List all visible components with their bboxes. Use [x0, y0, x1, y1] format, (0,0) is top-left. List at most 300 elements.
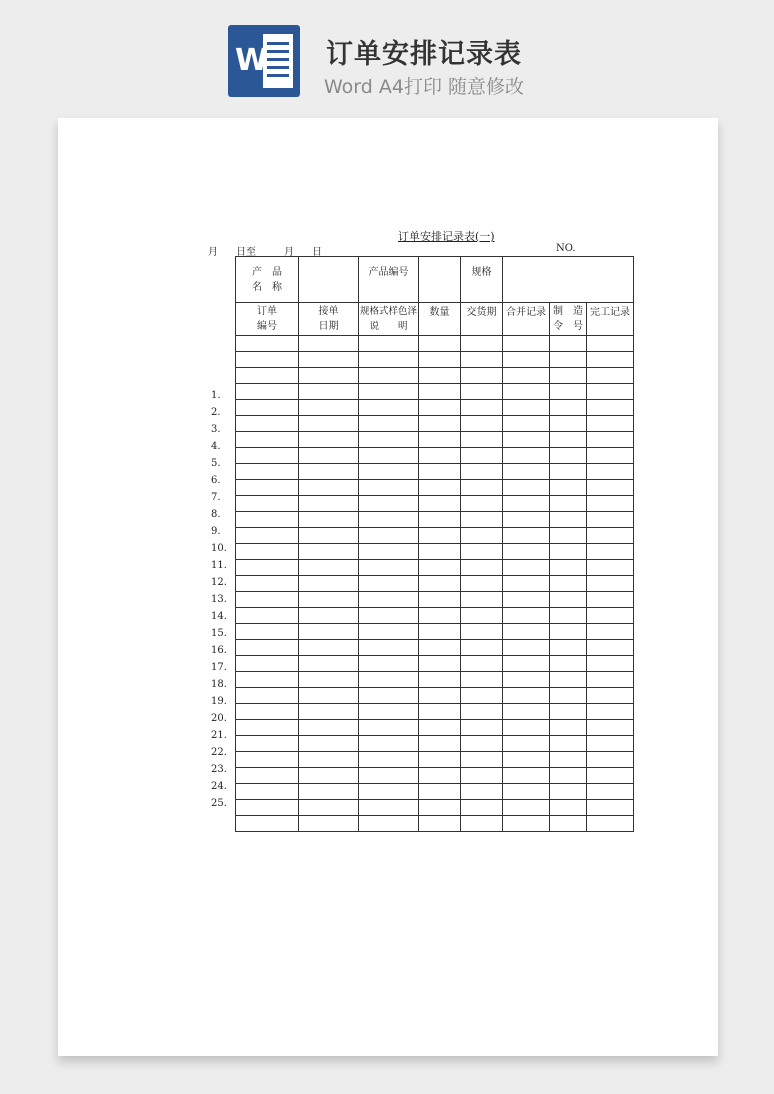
- table-cell[interactable]: [503, 720, 550, 736]
- table-cell[interactable]: [503, 656, 550, 672]
- table-cell[interactable]: [550, 672, 587, 688]
- table-cell[interactable]: [503, 528, 550, 544]
- table-cell[interactable]: [419, 624, 461, 640]
- row-number: 10.: [211, 543, 227, 554]
- header-order-no: 订单 编号: [236, 303, 299, 336]
- table-cell[interactable]: [461, 672, 503, 688]
- table-cell[interactable]: [299, 528, 359, 544]
- table-cell[interactable]: [419, 336, 461, 352]
- table-cell[interactable]: [299, 432, 359, 448]
- table-cell[interactable]: [419, 512, 461, 528]
- table-cell[interactable]: [461, 640, 503, 656]
- table-cell[interactable]: [503, 688, 550, 704]
- row-number: 3.: [211, 424, 221, 435]
- table-cell[interactable]: [419, 400, 461, 416]
- table-cell[interactable]: [236, 688, 299, 704]
- table-cell[interactable]: [359, 640, 419, 656]
- table-row: [236, 800, 634, 816]
- table-cell[interactable]: [503, 432, 550, 448]
- template-subtitle: Word A4打印 随意修改: [324, 76, 525, 98]
- table-cell[interactable]: [587, 592, 634, 608]
- table-cell[interactable]: [236, 576, 299, 592]
- table-cell[interactable]: [550, 544, 587, 560]
- cell-spec-value[interactable]: [503, 257, 634, 303]
- table-cell[interactable]: [587, 448, 634, 464]
- table-cell[interactable]: [419, 528, 461, 544]
- table-cell[interactable]: [419, 608, 461, 624]
- header-receive-date: 接单 日期: [299, 303, 359, 336]
- table-cell[interactable]: [550, 720, 587, 736]
- table-cell[interactable]: [299, 464, 359, 480]
- table-cell[interactable]: [587, 752, 634, 768]
- table-cell[interactable]: [359, 800, 419, 816]
- table-cell[interactable]: [550, 688, 587, 704]
- table-cell[interactable]: [587, 624, 634, 640]
- table-cell[interactable]: [359, 528, 419, 544]
- table-cell[interactable]: [587, 736, 634, 752]
- table-cell[interactable]: [550, 416, 587, 432]
- table-cell[interactable]: [299, 736, 359, 752]
- table-cell[interactable]: [550, 800, 587, 816]
- table-cell[interactable]: [461, 784, 503, 800]
- table-cell[interactable]: [587, 576, 634, 592]
- table-cell[interactable]: [299, 448, 359, 464]
- table-cell[interactable]: [503, 736, 550, 752]
- row-number: 17.: [211, 662, 227, 673]
- table-cell[interactable]: [587, 512, 634, 528]
- table-cell[interactable]: [419, 432, 461, 448]
- table-cell[interactable]: [550, 400, 587, 416]
- table-cell[interactable]: [503, 496, 550, 512]
- table-cell[interactable]: [550, 736, 587, 752]
- table-cell[interactable]: [461, 720, 503, 736]
- table-cell[interactable]: [299, 576, 359, 592]
- table-cell[interactable]: [299, 480, 359, 496]
- table-cell[interactable]: [236, 416, 299, 432]
- table-cell[interactable]: [461, 656, 503, 672]
- table-cell[interactable]: [299, 592, 359, 608]
- table-cell[interactable]: [299, 368, 359, 384]
- table-cell[interactable]: [550, 352, 587, 368]
- table-cell[interactable]: [359, 448, 419, 464]
- table-cell[interactable]: [461, 448, 503, 464]
- table-cell[interactable]: [419, 592, 461, 608]
- table-cell[interactable]: [461, 768, 503, 784]
- header-spec: 规格: [461, 257, 503, 303]
- row-number: 14.: [211, 611, 227, 622]
- row-number: 8.: [211, 509, 221, 520]
- table-cell[interactable]: [461, 576, 503, 592]
- table-cell[interactable]: [299, 752, 359, 768]
- table-row: [236, 544, 634, 560]
- table-cell[interactable]: [236, 480, 299, 496]
- table-cell[interactable]: [503, 512, 550, 528]
- table-cell[interactable]: [419, 688, 461, 704]
- row-number: 16.: [211, 645, 227, 656]
- table-cell[interactable]: [359, 432, 419, 448]
- table-cell[interactable]: [587, 480, 634, 496]
- table-row: [236, 624, 634, 640]
- table-cell[interactable]: [419, 672, 461, 688]
- table-cell[interactable]: [359, 352, 419, 368]
- table-cell[interactable]: [461, 704, 503, 720]
- table-cell[interactable]: [503, 480, 550, 496]
- table-cell[interactable]: [236, 656, 299, 672]
- table-cell[interactable]: [359, 592, 419, 608]
- table-cell[interactable]: [359, 576, 419, 592]
- table-row: [236, 384, 634, 400]
- table-cell[interactable]: [236, 592, 299, 608]
- table-cell[interactable]: [587, 656, 634, 672]
- template-title: 订单安排记录表: [326, 39, 522, 70]
- table-cell[interactable]: [461, 736, 503, 752]
- table-cell[interactable]: [550, 656, 587, 672]
- table-cell[interactable]: [236, 784, 299, 800]
- table-cell[interactable]: [236, 624, 299, 640]
- table-cell[interactable]: [503, 416, 550, 432]
- table-cell[interactable]: [236, 816, 299, 832]
- table-cell[interactable]: [359, 624, 419, 640]
- table-cell[interactable]: [587, 368, 634, 384]
- table-cell[interactable]: [461, 352, 503, 368]
- table-cell[interactable]: [461, 624, 503, 640]
- table-cell[interactable]: [236, 336, 299, 352]
- table-cell[interactable]: [419, 480, 461, 496]
- table-cell[interactable]: [299, 512, 359, 528]
- row-number: 6.: [211, 475, 221, 486]
- table-cell[interactable]: [550, 496, 587, 512]
- table-cell[interactable]: [587, 416, 634, 432]
- table-cell[interactable]: [419, 768, 461, 784]
- table-cell[interactable]: [550, 560, 587, 576]
- table-cell[interactable]: [299, 720, 359, 736]
- table-cell[interactable]: [299, 496, 359, 512]
- table-cell[interactable]: [587, 720, 634, 736]
- table-header-row-1: [236, 257, 634, 303]
- table-row: [236, 560, 634, 576]
- table-cell[interactable]: [461, 752, 503, 768]
- table-cell[interactable]: [419, 784, 461, 800]
- table-cell[interactable]: [587, 816, 634, 832]
- table-row: [236, 688, 634, 704]
- table-row: [236, 464, 634, 480]
- table-cell[interactable]: [299, 800, 359, 816]
- table-cell[interactable]: [299, 768, 359, 784]
- row-number: 11.: [211, 560, 227, 571]
- table-cell[interactable]: [299, 416, 359, 432]
- table-cell[interactable]: [419, 352, 461, 368]
- table-cell[interactable]: [503, 672, 550, 688]
- table-cell[interactable]: [299, 384, 359, 400]
- table-cell[interactable]: [550, 512, 587, 528]
- table-cell[interactable]: [503, 592, 550, 608]
- table-cell[interactable]: [419, 640, 461, 656]
- table-cell[interactable]: [503, 768, 550, 784]
- table-cell[interactable]: [359, 464, 419, 480]
- table-row: [236, 816, 634, 832]
- table-cell[interactable]: [587, 528, 634, 544]
- table-cell[interactable]: [359, 544, 419, 560]
- table-cell[interactable]: [461, 544, 503, 560]
- word-icon: W: [228, 25, 300, 97]
- date-month-1: 月: [208, 247, 218, 258]
- table-cell[interactable]: [419, 416, 461, 432]
- table-cell[interactable]: [587, 704, 634, 720]
- table-cell[interactable]: [236, 544, 299, 560]
- table-cell[interactable]: [236, 736, 299, 752]
- table-cell[interactable]: [236, 800, 299, 816]
- table-cell[interactable]: [587, 496, 634, 512]
- table-cell[interactable]: [299, 656, 359, 672]
- table-cell[interactable]: [587, 352, 634, 368]
- table-cell[interactable]: [503, 608, 550, 624]
- table-cell[interactable]: [461, 816, 503, 832]
- table-cell[interactable]: [236, 608, 299, 624]
- table-cell[interactable]: [299, 608, 359, 624]
- table-cell[interactable]: [461, 400, 503, 416]
- table-cell[interactable]: [299, 640, 359, 656]
- table-cell[interactable]: [503, 336, 550, 352]
- header-spec-description: 规格式样色泽 说 明: [359, 303, 419, 336]
- table-cell[interactable]: [419, 720, 461, 736]
- table-cell[interactable]: [550, 576, 587, 592]
- header-merge-record: 合并记录: [503, 303, 550, 336]
- table-cell[interactable]: [359, 768, 419, 784]
- document-number-label: NO.: [556, 243, 576, 254]
- table-cell[interactable]: [461, 432, 503, 448]
- table-cell[interactable]: [503, 784, 550, 800]
- table-cell[interactable]: [550, 384, 587, 400]
- table-cell[interactable]: [359, 416, 419, 432]
- table-cell[interactable]: [503, 816, 550, 832]
- table-cell[interactable]: [461, 560, 503, 576]
- table-cell[interactable]: [359, 736, 419, 752]
- table-cell[interactable]: [587, 544, 634, 560]
- table-cell[interactable]: [461, 384, 503, 400]
- table-cell[interactable]: [550, 528, 587, 544]
- table-cell[interactable]: [503, 560, 550, 576]
- table-cell[interactable]: [419, 448, 461, 464]
- table-cell[interactable]: [587, 768, 634, 784]
- table-cell[interactable]: [236, 720, 299, 736]
- table-cell[interactable]: [587, 640, 634, 656]
- header-completion-record: 完工记录: [587, 303, 634, 336]
- table-cell[interactable]: [461, 368, 503, 384]
- row-number: 23.: [211, 764, 227, 775]
- table-cell[interactable]: [550, 464, 587, 480]
- table-cell[interactable]: [299, 704, 359, 720]
- table-cell[interactable]: [236, 464, 299, 480]
- table-cell[interactable]: [419, 368, 461, 384]
- table-cell[interactable]: [236, 528, 299, 544]
- table-cell[interactable]: [550, 784, 587, 800]
- table-row: [236, 656, 634, 672]
- table-cell[interactable]: [461, 496, 503, 512]
- table-cell[interactable]: [419, 544, 461, 560]
- table-cell[interactable]: [461, 688, 503, 704]
- table-cell[interactable]: [359, 752, 419, 768]
- table-cell[interactable]: [550, 336, 587, 352]
- table-cell[interactable]: [236, 560, 299, 576]
- table-cell[interactable]: [236, 448, 299, 464]
- table-cell[interactable]: [503, 352, 550, 368]
- table-cell[interactable]: [550, 640, 587, 656]
- table-cell[interactable]: [236, 432, 299, 448]
- table-cell[interactable]: [550, 432, 587, 448]
- table-row: [236, 352, 634, 368]
- table-cell[interactable]: [503, 544, 550, 560]
- table-cell[interactable]: [461, 800, 503, 816]
- table-cell[interactable]: [359, 480, 419, 496]
- table-cell[interactable]: [461, 464, 503, 480]
- table-cell[interactable]: [359, 400, 419, 416]
- table-cell[interactable]: [461, 336, 503, 352]
- table-cell[interactable]: [550, 752, 587, 768]
- table-row: [236, 400, 634, 416]
- table-cell[interactable]: [503, 752, 550, 768]
- table-cell[interactable]: [299, 560, 359, 576]
- table-cell[interactable]: [359, 816, 419, 832]
- table-cell[interactable]: [419, 576, 461, 592]
- table-cell[interactable]: [236, 768, 299, 784]
- table-cell[interactable]: [359, 512, 419, 528]
- table-cell[interactable]: [419, 800, 461, 816]
- table-row: [236, 336, 634, 352]
- table-cell[interactable]: [236, 704, 299, 720]
- table-cell[interactable]: [503, 464, 550, 480]
- table-row: [236, 752, 634, 768]
- table-cell[interactable]: [359, 608, 419, 624]
- table-cell[interactable]: [236, 352, 299, 368]
- table-cell[interactable]: [419, 704, 461, 720]
- table-cell[interactable]: [359, 688, 419, 704]
- table-cell[interactable]: [587, 432, 634, 448]
- table-cell[interactable]: [359, 656, 419, 672]
- table-cell[interactable]: [419, 496, 461, 512]
- table-cell[interactable]: [550, 768, 587, 784]
- row-number: 15.: [211, 628, 227, 639]
- table-cell[interactable]: [461, 608, 503, 624]
- table-cell[interactable]: [299, 624, 359, 640]
- table-cell[interactable]: [359, 384, 419, 400]
- row-number: 18.: [211, 679, 227, 690]
- table-cell[interactable]: [236, 400, 299, 416]
- table-cell[interactable]: [359, 560, 419, 576]
- table-cell[interactable]: [461, 528, 503, 544]
- table-cell[interactable]: [550, 704, 587, 720]
- table-cell[interactable]: [236, 672, 299, 688]
- table-cell[interactable]: [461, 416, 503, 432]
- table-cell[interactable]: [503, 624, 550, 640]
- table-cell[interactable]: [359, 720, 419, 736]
- table-cell[interactable]: [359, 336, 419, 352]
- table-cell[interactable]: [299, 784, 359, 800]
- table-cell[interactable]: [359, 368, 419, 384]
- table-cell[interactable]: [419, 464, 461, 480]
- table-cell[interactable]: [359, 784, 419, 800]
- row-number: 22.: [211, 747, 227, 758]
- table-cell[interactable]: [550, 608, 587, 624]
- cell-product-name-value[interactable]: [299, 257, 359, 303]
- table-row: [236, 496, 634, 512]
- table-row: [236, 672, 634, 688]
- table-cell[interactable]: [236, 496, 299, 512]
- table-cell[interactable]: [587, 672, 634, 688]
- table-row: [236, 448, 634, 464]
- table-cell[interactable]: [419, 816, 461, 832]
- table-cell[interactable]: [419, 560, 461, 576]
- table-cell[interactable]: [419, 656, 461, 672]
- table-cell[interactable]: [587, 688, 634, 704]
- table-cell[interactable]: [550, 448, 587, 464]
- table-cell[interactable]: [503, 640, 550, 656]
- table-cell[interactable]: [236, 640, 299, 656]
- table-cell[interactable]: [503, 704, 550, 720]
- table-cell[interactable]: [550, 480, 587, 496]
- table-cell[interactable]: [587, 800, 634, 816]
- table-cell[interactable]: [461, 592, 503, 608]
- document-title: 订单安排记录表(一): [398, 230, 495, 243]
- table-cell[interactable]: [299, 336, 359, 352]
- table-cell[interactable]: [299, 816, 359, 832]
- header-manufacture-order-no: 制 造 令 号: [550, 303, 587, 336]
- table-cell[interactable]: [299, 352, 359, 368]
- table-cell[interactable]: [587, 336, 634, 352]
- row-number: 21.: [211, 730, 227, 741]
- table-cell[interactable]: [550, 368, 587, 384]
- table-cell[interactable]: [236, 368, 299, 384]
- table-cell[interactable]: [419, 384, 461, 400]
- table-cell[interactable]: [503, 384, 550, 400]
- table-cell[interactable]: [550, 624, 587, 640]
- table-cell[interactable]: [236, 512, 299, 528]
- table-cell[interactable]: [503, 368, 550, 384]
- table-cell[interactable]: [587, 384, 634, 400]
- table-cell[interactable]: [299, 400, 359, 416]
- table-cell[interactable]: [503, 576, 550, 592]
- table-row: [236, 720, 634, 736]
- table-cell[interactable]: [587, 464, 634, 480]
- table-cell[interactable]: [299, 544, 359, 560]
- table-cell[interactable]: [359, 704, 419, 720]
- table-cell[interactable]: [236, 384, 299, 400]
- row-number: 19.: [211, 696, 227, 707]
- table-cell[interactable]: [587, 400, 634, 416]
- table-cell[interactable]: [503, 448, 550, 464]
- table-cell[interactable]: [236, 752, 299, 768]
- table-cell[interactable]: [359, 496, 419, 512]
- table-cell[interactable]: [419, 736, 461, 752]
- table-cell[interactable]: [550, 816, 587, 832]
- table-cell[interactable]: [419, 752, 461, 768]
- date-day: 日: [312, 247, 322, 258]
- cell-product-code-value[interactable]: [419, 257, 461, 303]
- table-cell[interactable]: [550, 592, 587, 608]
- table-cell[interactable]: [587, 608, 634, 624]
- table-cell[interactable]: [461, 480, 503, 496]
- table-header-row-2: [236, 303, 634, 336]
- table-cell[interactable]: [587, 784, 634, 800]
- table-row: [236, 416, 634, 432]
- table-cell[interactable]: [587, 560, 634, 576]
- date-month-2: 月: [284, 247, 294, 258]
- table-cell[interactable]: [299, 672, 359, 688]
- table-cell[interactable]: [359, 672, 419, 688]
- table-cell[interactable]: [461, 512, 503, 528]
- table-cell[interactable]: [299, 688, 359, 704]
- table-cell[interactable]: [503, 800, 550, 816]
- table-cell[interactable]: [503, 400, 550, 416]
